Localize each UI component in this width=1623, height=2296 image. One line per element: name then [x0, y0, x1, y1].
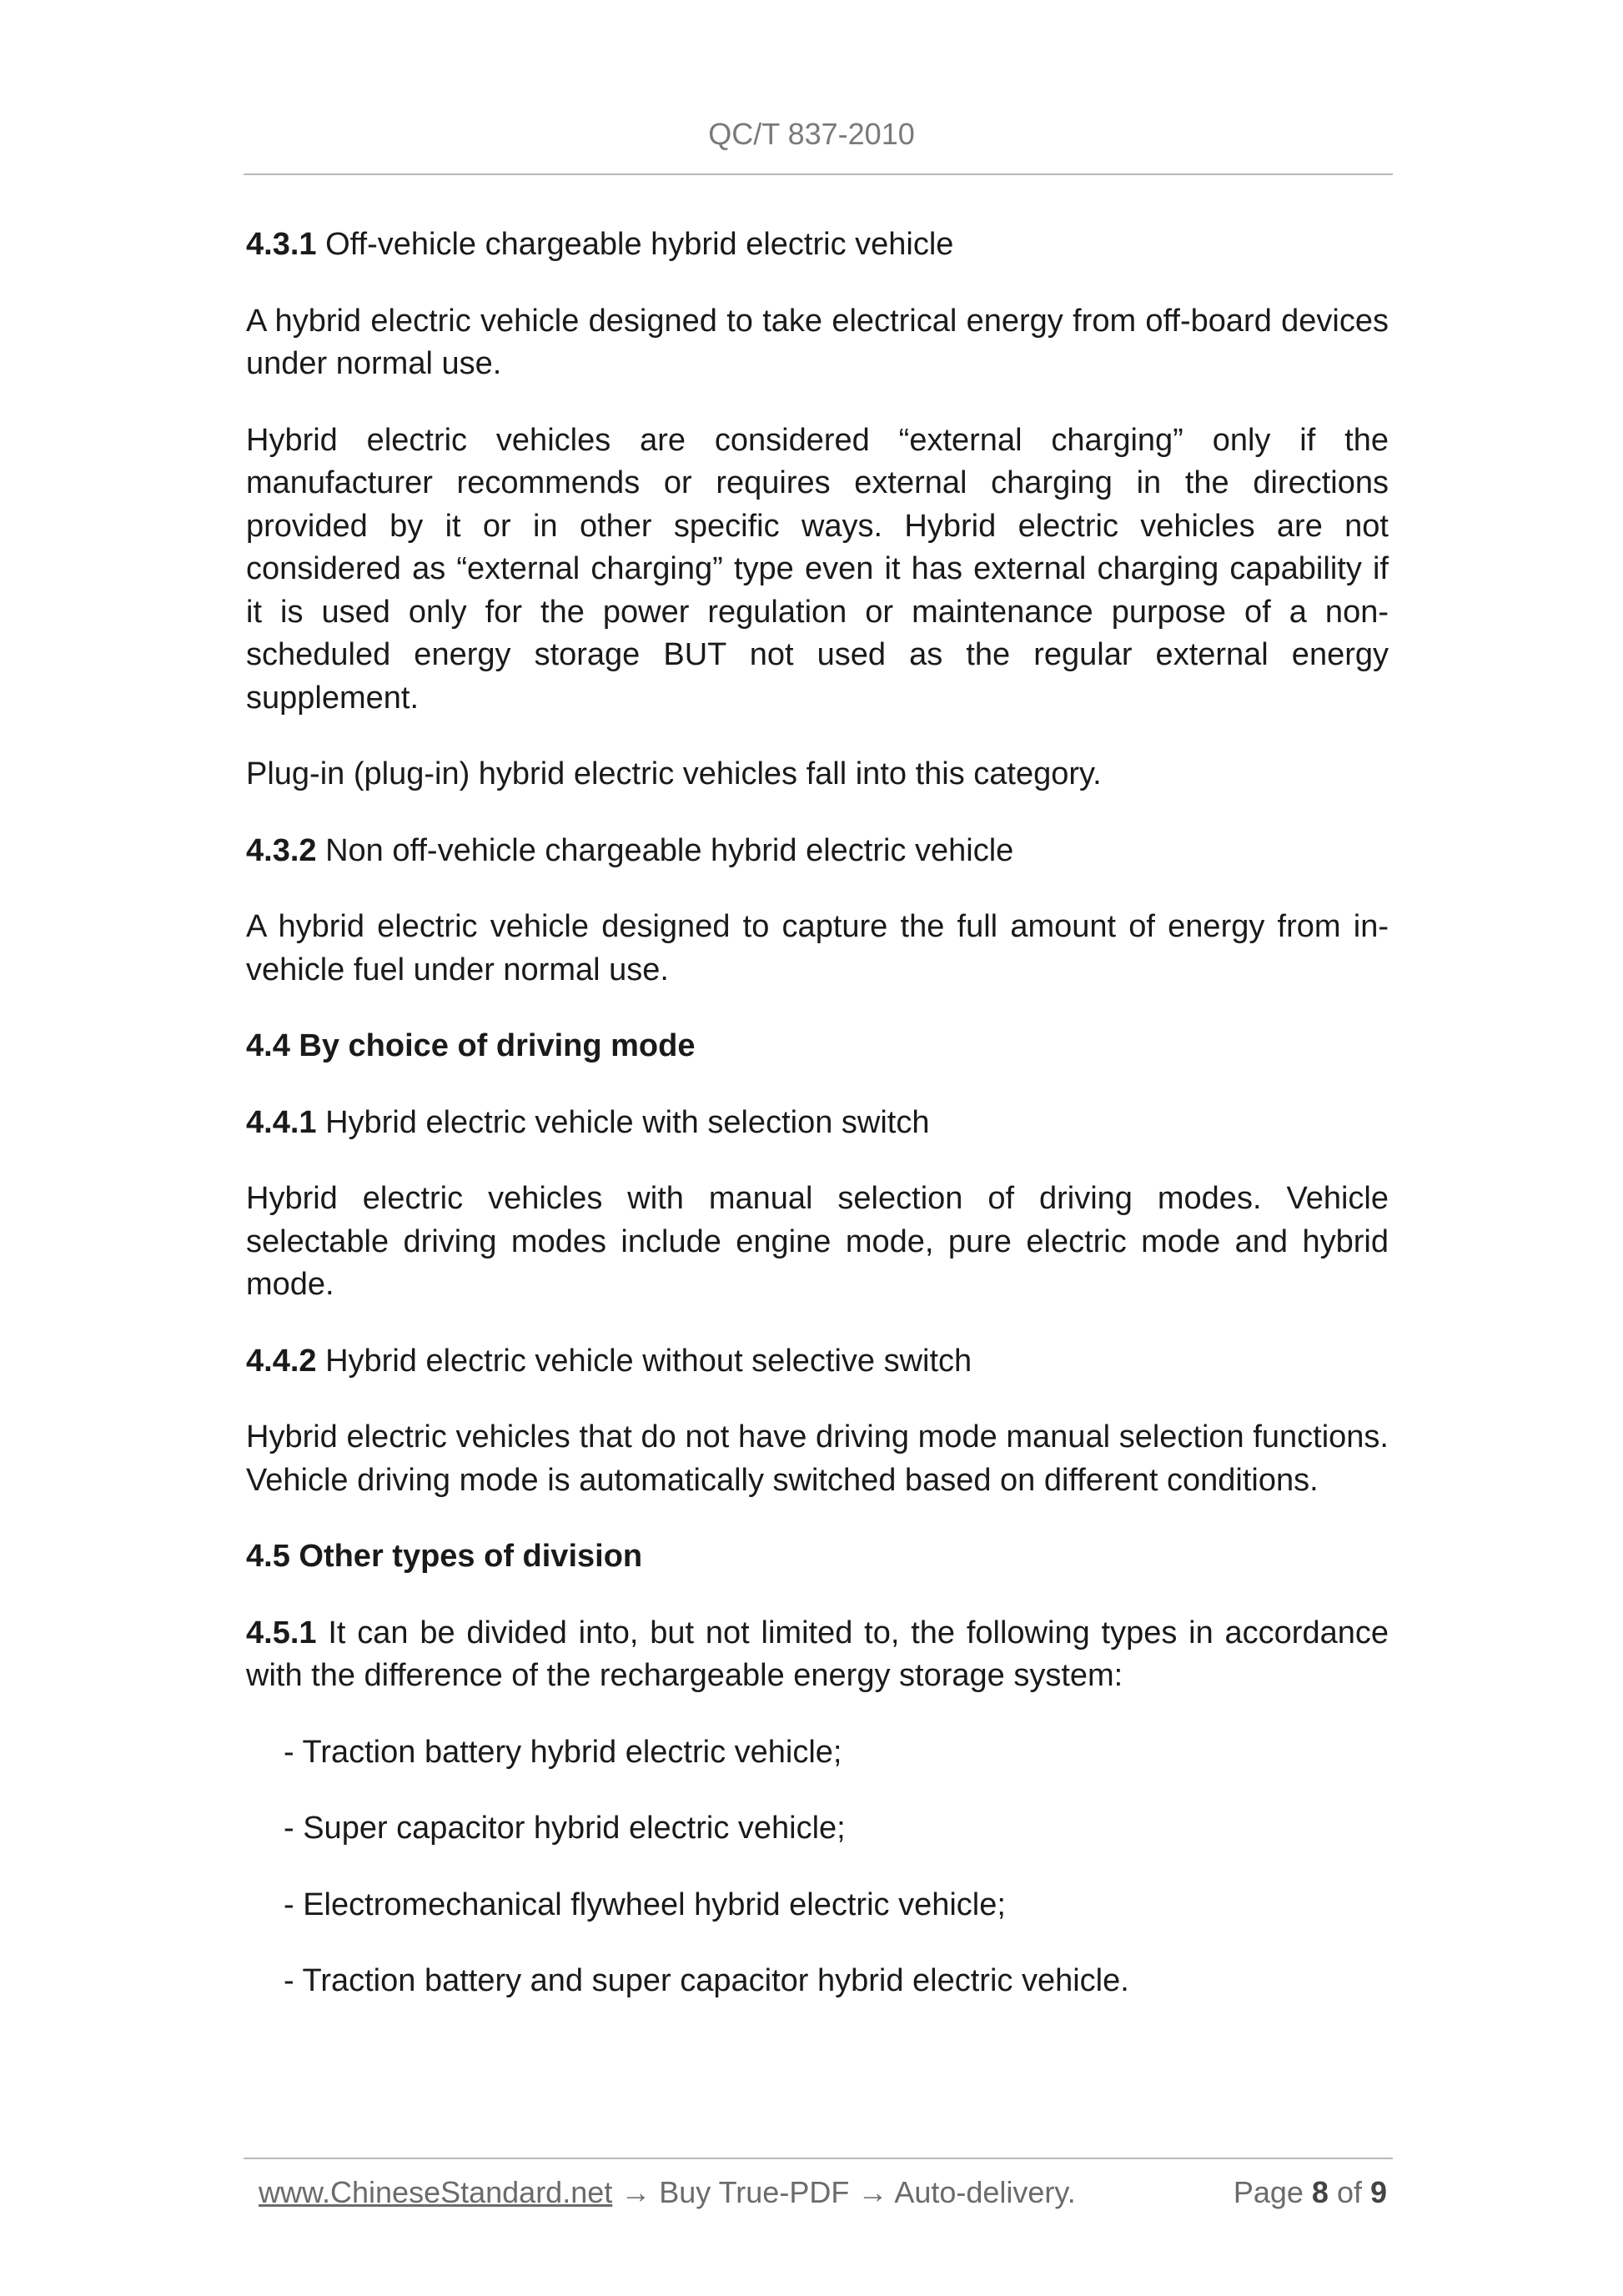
section-title: It can be divided into, but not limited to, the following types in accordance with the difference of the rechargeable energy storage system:	[246, 1615, 1389, 1693]
list-item: - Traction battery hybrid electric vehicle;	[284, 1734, 842, 1770]
section-heading-4-5-1	[246, 1612, 1389, 1698]
paragraph: Hybrid electric vehicles are considered “external charging” only if the manufacturer recommends or requires external charging in the directions provided by it or in other specific ways. Hybrid electric vehicles are not considered as “external charging” type even it has external charging capability if it is used only for the power regulation or maintenance purpose of a non-scheduled energy storage BUT not used as the regular external energy supplement.	[246, 422, 1389, 716]
section-heading-4-4-1	[246, 1102, 1389, 1145]
page-label: Page	[1233, 2175, 1312, 2209]
section-number: 4.3.1	[246, 227, 317, 262]
section-heading-4-5	[246, 1535, 1389, 1579]
paragraph: A hybrid electric vehicle designed to capture the full amount of energy from in-vehicle fuel under normal use.	[246, 909, 1389, 987]
footer-divider	[244, 2158, 1393, 2159]
list-item: - Electromechanical flywheel hybrid electric vehicle;	[284, 1887, 1006, 1922]
document-body	[246, 224, 1389, 2037]
of-label: of	[1328, 2175, 1370, 2209]
section-heading-4-3-1	[246, 224, 1389, 267]
section-title: Hybrid electric vehicle with selection switch	[325, 1104, 930, 1140]
section-title: Off-vehicle chargeable hybrid electric vehicle	[325, 227, 954, 262]
section-number: 4.4.2	[246, 1343, 317, 1379]
footer-promo-text: → Buy True-PDF → Auto-delivery.	[612, 2175, 1076, 2209]
section-title-bold: 4.4 By choice of driving mode	[246, 1028, 696, 1063]
footer-promo	[259, 2172, 1076, 2213]
paragraph: Plug-in (plug-in) hybrid electric vehicles fall into this category.	[246, 756, 1102, 791]
list-item: - Super capacitor hybrid electric vehicle;	[284, 1811, 846, 1846]
document-code-header: QC/T 837-2010	[708, 117, 915, 151]
page-number: 8	[1311, 2175, 1329, 2209]
section-number: 4.3.2	[246, 832, 317, 868]
section-title: Non off-vehicle chargeable hybrid electric vehicle	[325, 832, 1014, 868]
list-item: - Traction battery and super capacitor hybrid electric vehicle.	[284, 1963, 1129, 1998]
section-title-bold: 4.5 Other types of division	[246, 1539, 643, 1574]
page-indicator	[1234, 2172, 1387, 2213]
section-heading-4-4-2	[246, 1340, 1389, 1384]
section-title: Hybrid electric vehicle without selective switch	[325, 1343, 972, 1379]
section-heading-4-4	[246, 1025, 1389, 1068]
website-link[interactable]: www.ChineseStandard.net	[259, 2175, 613, 2209]
paragraph: A hybrid electric vehicle designed to take electrical energy from off-board devices under normal use.	[246, 303, 1389, 381]
paragraph: Hybrid electric vehicles that do not have driving mode manual selection functions. Vehicle driving mode is automatically switched based on different conditions.	[246, 1419, 1389, 1498]
section-number: 4.4.1	[246, 1104, 317, 1140]
page-total: 9	[1369, 2175, 1387, 2209]
section-number: 4.5.1	[246, 1615, 317, 1650]
paragraph: Hybrid electric vehicles with manual selection of driving modes. Vehicle selectable driving modes include engine mode, pure electric mode and hybrid mode.	[246, 1181, 1389, 1302]
header-divider	[244, 173, 1393, 175]
section-heading-4-3-2	[246, 830, 1389, 873]
